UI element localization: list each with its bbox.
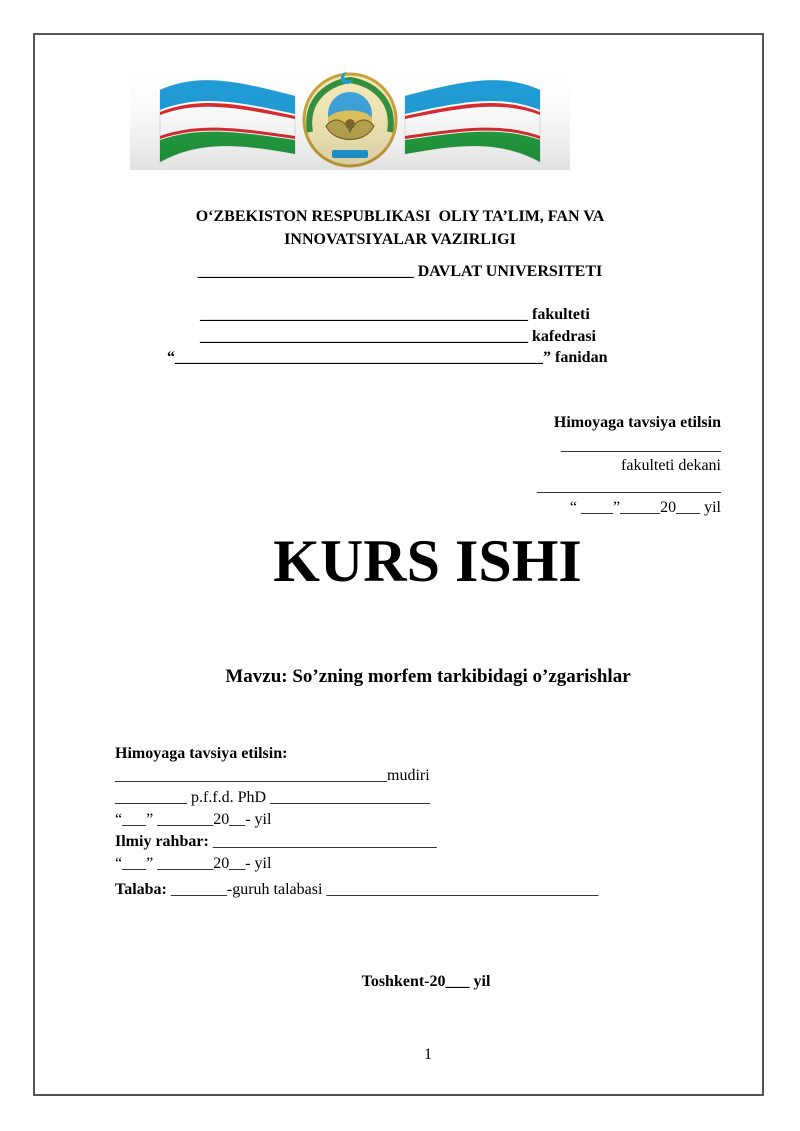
degree-line: _________ p.f.f.d. PhD ____________________ (115, 789, 431, 806)
city-year: Toshkent-20___ yil (361, 973, 491, 990)
university-line: ___________________________ DAVLAT UNIVERSITETI (197, 263, 603, 280)
student-label: Talaba: (115, 881, 167, 898)
student-blank: _______-guruh talabasi __________________________________ (166, 881, 599, 898)
supervisor-blank: ____________________________ (208, 833, 437, 850)
approval-title-left: Himoyaga tavsiya etilsin: (115, 745, 288, 762)
approval-title-right: Himoyaga tavsiya etilsin (553, 414, 721, 431)
supervisor-line (115, 834, 437, 850)
uzbekistan-state-emblem-with-flag (130, 62, 570, 170)
document-title: KURS ISHI (273, 528, 582, 594)
head-of-department-line: __________________________________mudiri (115, 767, 430, 784)
subject-line: “______________________________________________” fanidan (167, 349, 608, 366)
dean-name-line: _______________________ (537, 478, 721, 495)
supervisor-label: Ilmiy rahbar: (115, 833, 209, 850)
approval-date-1: “___” _______20__- yil (115, 811, 272, 828)
ministry-line-1: O‘ZBEKISTON RESPUBLIKASI OLIY TA’LIM, FAN VA (195, 208, 605, 225)
dean-role: fakulteti dekani (621, 457, 721, 474)
page-number: 1 (424, 1046, 432, 1063)
faculty-line: _________________________________________ fakulteti (200, 306, 590, 323)
department-line: _________________________________________ kafedrasi (200, 328, 596, 345)
ministry-line-2: INNOVATSIYALAR VAZIRLIGI (284, 231, 516, 248)
dean-signature-line: ____________________ (561, 437, 721, 454)
approval-date-2: “___” _______20__- yil (115, 855, 272, 872)
student-line (115, 882, 598, 898)
dean-date: “ ____”_____20___ yil (569, 499, 721, 516)
topic-line: Mavzu: So’zning morfem tarkibidagi o’zgarishlar (225, 666, 631, 687)
